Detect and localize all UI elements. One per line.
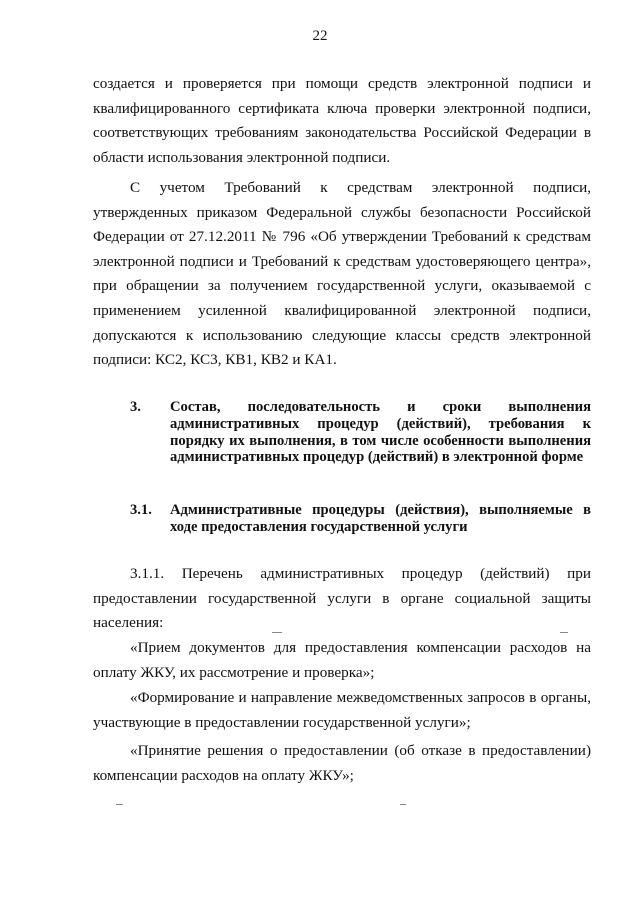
paragraph-signature-classes: С учетом Требований к средствам электронной подписи, утвержденных приказом Федеральной службы безопасности Российской Федерации от 27.12.2011 № 796 «Об утверждении Требований к средствам электронной подписи и Требований к средствам удостоверяющего центра», при обращении за получением государственной услуги, оказываемой с применением усиленной квалифицированной электронной подписи, допускаются к использованию следующие классы средств электронной подписи: КС2, КС3, КВ1, КВ2 и КА1. xyxy=(93,179,591,369)
section-3-title: Состав, последовательность и сроки выполнения административных процедур (действий), требования к порядку их выполнения, в том числе особенности выполнения административных процедур (действий) в электронной форме xyxy=(170,399,591,466)
list-item-receive-documents: «Прием документов для предоставления компенсации расходов на оплату ЖКУ, их рассмотрение и проверка»; xyxy=(93,639,591,681)
scan-speck xyxy=(400,804,406,805)
section-3-1-number: 3.1. xyxy=(130,502,152,518)
scan-speck xyxy=(272,632,282,633)
scan-speck xyxy=(560,632,568,633)
page-number: 22 xyxy=(312,28,328,44)
section-3-number: 3. xyxy=(130,399,141,415)
paragraph-electronic-signature: создается и проверяется при помощи средств электронной подписи и квалифицированного сертификата ключа проверки электронной подписи, соответствующих требованиям законодательства Российской Федерации в области использования электронной подписи. xyxy=(93,75,591,166)
list-item-interagency-requests: «Формирование и направление межведомственных запросов в органы, участвующие в предоставлении государственной услуги»; xyxy=(93,689,591,731)
list-item-decision: «Принятие решения о предоставлении (об отказе в предоставлении) компенсации расходов на оплату ЖКУ»; xyxy=(93,742,591,784)
paragraph-3-1-1: 3.1.1. Перечень административных процедур (действий) при предоставлении государственной услуги в органе социальной защиты населения: xyxy=(93,565,591,632)
section-3-1-title: Административные процедуры (действия), выполняемые в ходе предоставления государственной услуги xyxy=(170,502,591,535)
scan-speck xyxy=(116,804,123,805)
